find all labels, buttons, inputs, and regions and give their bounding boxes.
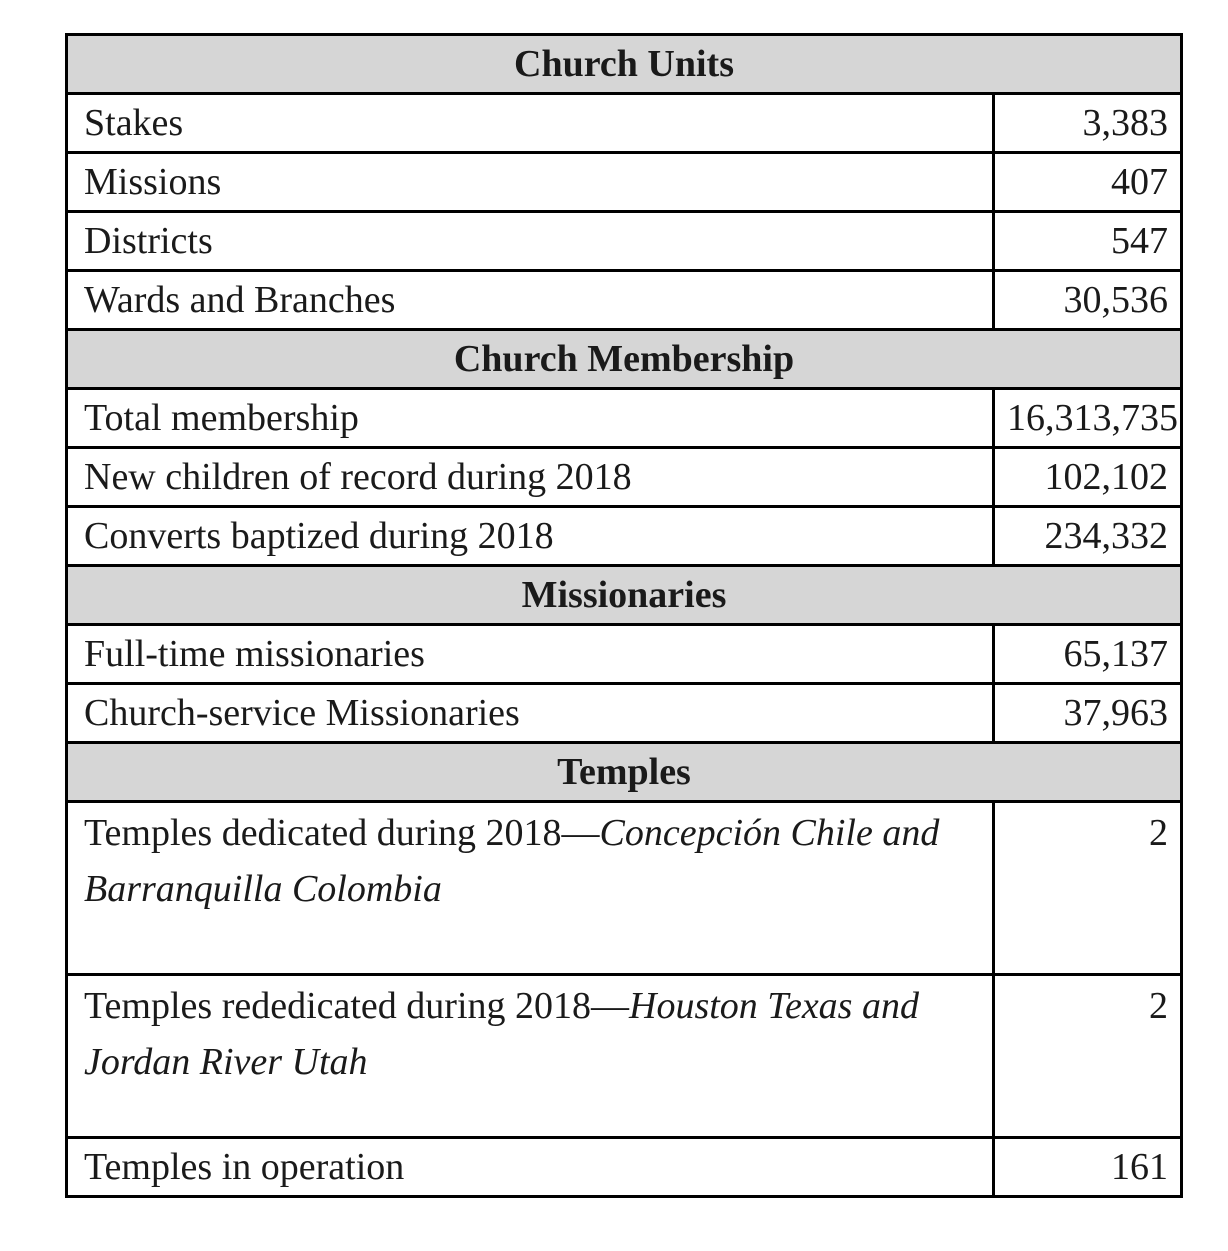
table-row [67, 271, 1182, 330]
row-value-temples-dedicated: 2 [994, 802, 1182, 975]
row-label-stakes: Stakes [67, 94, 994, 153]
table-row [67, 625, 1182, 684]
table-row [67, 802, 1182, 975]
row-label-new-children: New children of record during 2018 [67, 448, 994, 507]
table-row [67, 684, 1182, 743]
section-row-temples [67, 743, 1182, 802]
section-header-church-units: Church Units [67, 35, 1182, 94]
section-header-missionaries: Missionaries [67, 566, 1182, 625]
statistics-table [65, 33, 1183, 1198]
label-prefix: Temples dedicated during 2018— [84, 812, 600, 854]
section-row-church-membership [67, 330, 1182, 389]
row-value-districts: 547 [994, 212, 1182, 271]
row-value-missions: 407 [994, 153, 1182, 212]
row-label-fulltime-missionaries: Full-time missionaries [67, 625, 994, 684]
label-italic-temple-names: Houston Texas and Jordan River Utah [84, 985, 919, 1083]
section-row-church-units [67, 35, 1182, 94]
table-row [67, 507, 1182, 566]
row-label-districts: Districts [67, 212, 994, 271]
row-value-new-children: 102,102 [994, 448, 1182, 507]
row-value-temples-rededicated: 2 [994, 975, 1182, 1138]
row-value-fulltime-missionaries: 65,137 [994, 625, 1182, 684]
row-value-total-membership: 16,313,735 [994, 389, 1182, 448]
table-row [67, 1138, 1182, 1197]
row-value-converts-baptized: 234,332 [994, 507, 1182, 566]
row-label-wards-branches: Wards and Branches [67, 271, 994, 330]
table-row [67, 975, 1182, 1138]
section-header-temples: Temples [67, 743, 1182, 802]
row-value-church-service-missionaries: 37,963 [994, 684, 1182, 743]
table-row [67, 389, 1182, 448]
row-value-wards-branches: 30,536 [994, 271, 1182, 330]
label-prefix: Temples rededicated during 2018— [84, 985, 630, 1027]
section-header-church-membership: Church Membership [67, 330, 1182, 389]
row-label-temples-rededicated [67, 975, 994, 1138]
table-row [67, 153, 1182, 212]
section-row-missionaries [67, 566, 1182, 625]
row-label-missions: Missions [67, 153, 994, 212]
row-label-total-membership: Total membership [67, 389, 994, 448]
row-value-temples-in-operation: 161 [994, 1138, 1182, 1197]
row-value-stakes: 3,383 [994, 94, 1182, 153]
row-label-temples-in-operation: Temples in operation [67, 1138, 994, 1197]
row-label-converts-baptized: Converts baptized during 2018 [67, 507, 994, 566]
table-row [67, 94, 1182, 153]
table-row [67, 212, 1182, 271]
row-label-temples-dedicated [67, 802, 994, 975]
table-row [67, 448, 1182, 507]
label-italic-temple-names: Concepción Chile and Barranquilla Colombia [84, 812, 940, 910]
row-label-church-service-missionaries: Church-service Missionaries [67, 684, 994, 743]
